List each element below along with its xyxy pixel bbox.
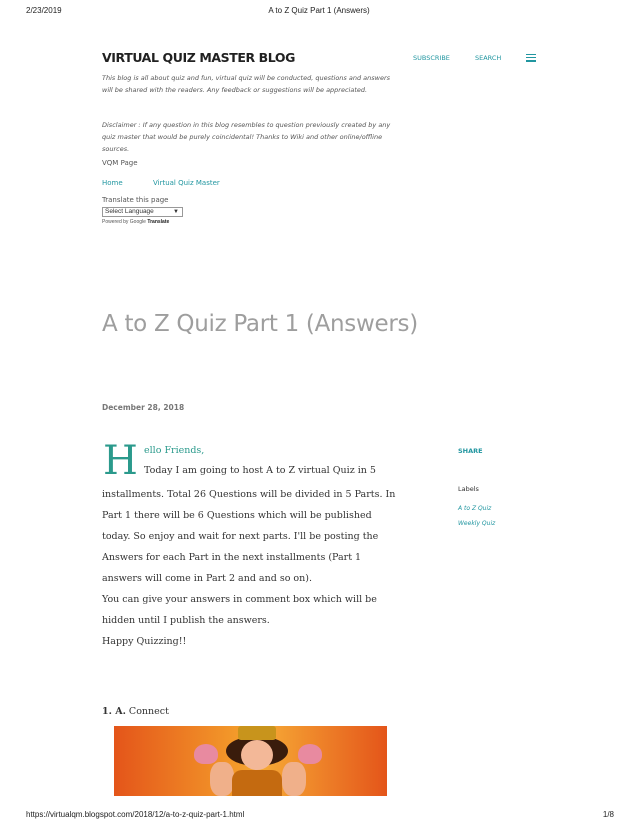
post-line: today. So enjoy and wait for next parts. I'll be posting the bbox=[102, 531, 379, 542]
google-logo: Google bbox=[129, 219, 146, 225]
question-text: Connect bbox=[125, 706, 169, 717]
subscribe-link[interactable]: SUBSCRIBE bbox=[413, 54, 450, 62]
virtual-quiz-master-link[interactable]: Virtual Quiz Master bbox=[153, 179, 220, 187]
post-date[interactable]: December 28, 2018 bbox=[102, 403, 185, 412]
dropcap-letter: H bbox=[103, 438, 138, 484]
post-line: installments. Total 26 Questions will be divided in 5 Parts. In bbox=[102, 489, 396, 500]
label-link-weekly-quiz[interactable]: Weekly Quiz bbox=[458, 520, 496, 527]
print-page-number: 1/8 bbox=[602, 810, 614, 819]
post-line: Part 1 there will be 6 Questions which will be published bbox=[102, 510, 372, 521]
share-button[interactable]: SHARE bbox=[458, 447, 483, 455]
post-line: Happy Quizzing!! bbox=[102, 636, 187, 647]
print-title: A to Z Quiz Part 1 (Answers) bbox=[268, 6, 370, 15]
post-line: Answers for each Part in the next installments (Part 1 bbox=[102, 552, 362, 563]
post-line: answers will come in Part 2 and and so on). bbox=[102, 573, 312, 584]
print-footer bbox=[0, 808, 638, 822]
blog-description: This blog is all about quiz and fun, virtual quiz will be conducted, questions and answers will be shared with the readers. Any feedback or suggestions will be appreciated. bbox=[102, 74, 391, 94]
search-link[interactable]: SEARCH bbox=[475, 54, 502, 62]
google-translate-link[interactable]: Translate bbox=[147, 219, 170, 225]
language-select-value: Select Language bbox=[105, 208, 154, 215]
question-number: 1. A. bbox=[102, 706, 126, 717]
print-header bbox=[0, 4, 638, 18]
labels-title: Labels bbox=[458, 485, 479, 493]
question-1 bbox=[102, 706, 169, 717]
home-link[interactable]: Home bbox=[102, 179, 123, 187]
translate-label: Translate this page bbox=[102, 196, 169, 204]
dropdown-arrow-icon: ▼ bbox=[173, 209, 179, 215]
print-url: https://virtualqm.blogspot.com/2018/12/a-to-z-quiz-part-1.html bbox=[26, 810, 245, 819]
post-body bbox=[102, 484, 402, 652]
blog-title[interactable]: VIRTUAL QUIZ MASTER BLOG bbox=[102, 50, 296, 65]
post-first-line: Today I am going to host A to Z virtual Quiz in 5 bbox=[144, 465, 376, 476]
blog-disclaimer: Disclaimer : If any question in this blog resembles to question previously created by any quiz master that would be purely coincidental! Thanks to Wiki and other online/offline sources. bbox=[102, 121, 391, 153]
language-select[interactable] bbox=[102, 207, 183, 217]
hamburger-menu-icon[interactable] bbox=[526, 54, 536, 62]
print-date: 2/23/2019 bbox=[26, 6, 62, 15]
post-line: You can give your answers in comment box which will be bbox=[102, 594, 377, 605]
question-image bbox=[114, 726, 387, 796]
powered-by-google: Powered by Google Translate bbox=[102, 219, 170, 225]
post-title: A to Z Quiz Part 1 (Answers) bbox=[102, 311, 418, 337]
label-link-a-to-z-quiz[interactable]: A to Z Quiz bbox=[458, 505, 492, 512]
post-line: hidden until I publish the answers. bbox=[102, 615, 270, 626]
post-greeting: ello Friends, bbox=[144, 445, 205, 456]
page-widget-title: VQM Page bbox=[102, 159, 138, 167]
